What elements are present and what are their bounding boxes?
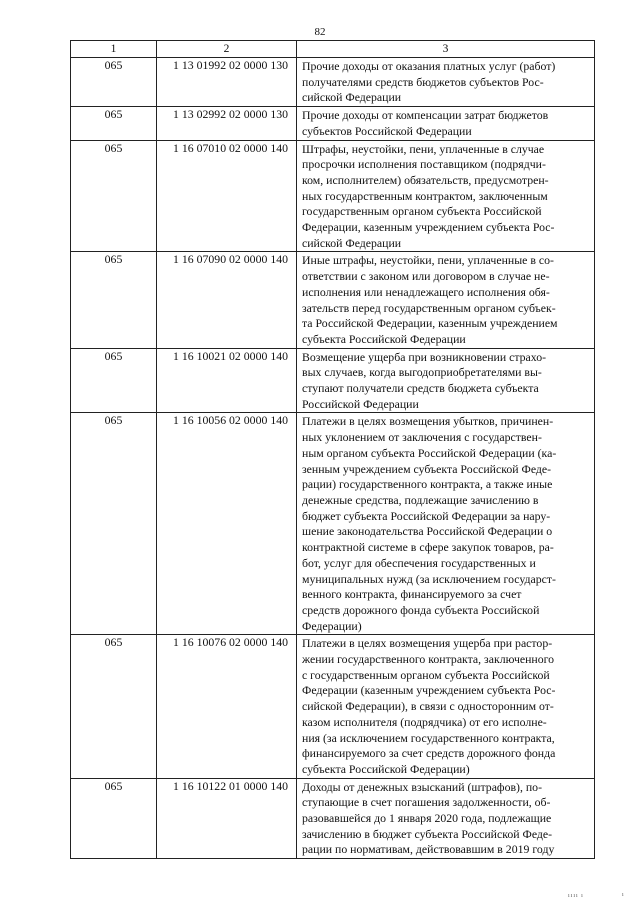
admin-code-cell: 065 [71, 778, 157, 859]
description-line: исполнения или ненадлежащего исполнения обя- [302, 284, 550, 299]
budget-code-cell: 1 16 10021 02 0000 140 [157, 348, 297, 413]
description-line: государственным органом субъекта Российской [302, 204, 542, 219]
description-cell [297, 635, 595, 778]
description-line: рации по нормативам, действовавшим в 2019 году [302, 842, 555, 857]
description-line: Федерации (казенным учреждением субъекта Рос- [302, 683, 556, 698]
admin-code-cell: 065 [71, 58, 157, 107]
description-cell [297, 778, 595, 859]
description-line: субъекта Российской Федерации) [302, 761, 470, 776]
description-line: получателями средств бюджетов субъектов Рос- [302, 74, 544, 89]
description-cell [297, 140, 595, 252]
column-header-1: 1 [71, 41, 157, 58]
description-line: Федерации, казенным учреждением субъекта Рос- [302, 220, 555, 235]
admin-code-cell: 065 [71, 252, 157, 348]
description-line: ным органом субъекта Российской Федерации (ка- [302, 445, 557, 460]
scan-corner-dot: ı [622, 892, 624, 898]
budget-code-cell: 1 16 07010 02 0000 140 [157, 140, 297, 252]
description-line: бюджет субъекта Российской Федерации за нару- [302, 508, 551, 523]
description-line: вых случаев, когда выгодоприобретателями вы- [302, 365, 542, 380]
description-line: зачислению в бюджет субъекта Российской Феде- [302, 826, 553, 841]
table-row [71, 348, 595, 413]
description-line: Платежи в целях возмещения убытков, причинен- [302, 414, 554, 429]
table-row [71, 778, 595, 859]
description-cell [297, 58, 595, 107]
table-row [71, 58, 595, 107]
description-line: контрактной системе в сфере закупок товаров, ра- [302, 540, 554, 555]
description-cell [297, 252, 595, 348]
description-line: Иные штрафы, неустойки, пени, уплаченные в со- [302, 253, 554, 268]
description-line: жении государственного контракта, заключенного [302, 652, 555, 667]
description-line: ступающие в счет погашения задолженности, об- [302, 795, 551, 810]
description-line: зенным учреждением субъекта Российской Феде- [302, 461, 552, 476]
description-cell [297, 107, 595, 140]
description-line: казом исполнителя (подрядчика) от его исполне- [302, 714, 547, 729]
description-line: Штрафы, неустойки, пени, уплаченные в случае [302, 141, 545, 156]
description-line: венного контракта, финансируемого за счет [302, 587, 522, 602]
budget-code-cell: 1 16 10076 02 0000 140 [157, 635, 297, 778]
budget-revenue-table [70, 40, 595, 859]
table-row [71, 635, 595, 778]
admin-code-cell: 065 [71, 348, 157, 413]
description-line: ния (за исключением государственного контракта, [302, 730, 555, 745]
description-cell [297, 413, 595, 635]
description-line: просрочки исполнения поставщиком (подрядчи- [302, 157, 546, 172]
budget-code-cell: 1 16 10056 02 0000 140 [157, 413, 297, 635]
description-line: Федерации) [302, 618, 362, 633]
description-line: Возмещение ущерба при возникновении страхо- [302, 349, 547, 364]
description-line: ных государственным контрактом, заключенным [302, 188, 548, 203]
description-line: средств дорожного фонда субъекта Российской [302, 602, 540, 617]
admin-code-cell: 065 [71, 107, 157, 140]
page-number: 82 [314, 26, 326, 38]
description-line: зательств перед государственным органом субъек- [302, 300, 556, 315]
description-line: сийской Федерации [302, 90, 402, 105]
description-line: рации) государственного контракта, а также иные [302, 477, 553, 492]
table-row [71, 107, 595, 140]
table-header-row [71, 41, 595, 58]
budget-code-cell: 1 13 01992 02 0000 130 [157, 58, 297, 107]
description-line: Прочие доходы от оказания платных услуг (работ) [302, 59, 556, 73]
scan-corner-mark: ıııı ı [568, 893, 584, 899]
description-line: Доходы от денежных взысканий (штрафов), по- [302, 779, 543, 794]
description-line: Прочие доходы от компенсации затрат бюджетов [302, 108, 549, 123]
table-row [71, 413, 595, 635]
admin-code-cell: 065 [71, 140, 157, 252]
description-line: с государственным органом субъекта Российской [302, 667, 550, 682]
budget-code-cell: 1 13 02992 02 0000 130 [157, 107, 297, 140]
description-line: Платежи в целях возмещения ущерба при растор- [302, 636, 553, 651]
description-line: субъекта Российской Федерации [302, 331, 466, 346]
description-cell [297, 348, 595, 413]
budget-code-cell: 1 16 07090 02 0000 140 [157, 252, 297, 348]
column-header-3: 3 [297, 41, 595, 58]
description-line: муниципальных нужд (за исключением государст- [302, 571, 556, 586]
description-line: бот, услуг для обеспечения государственных и [302, 555, 536, 570]
description-line: ных уклонением от заключения с государствен- [302, 430, 542, 445]
description-line: шение законодательства Российской Федерации о [302, 524, 553, 539]
description-line: ответствии с законом или договором в случае не- [302, 269, 550, 284]
description-line: сийской Федерации), в связи с односторонним от- [302, 699, 554, 714]
admin-code-cell: 065 [71, 413, 157, 635]
description-line: разовавшейся до 1 января 2020 года, подлежащие [302, 811, 552, 826]
description-line: Российской Федерации [302, 396, 419, 411]
table-row [71, 252, 595, 348]
description-line: та Российской Федерации, казенным учреждением [302, 316, 558, 331]
table-body [71, 41, 595, 859]
description-line: денежные средства, подлежащие зачислению в [302, 492, 539, 507]
description-line: финансируемого за счет средств дорожного фонда [302, 746, 556, 761]
table-row [71, 140, 595, 252]
column-header-2: 2 [157, 41, 297, 58]
description-line: ступают получатели средств бюджета субъекта [302, 381, 539, 396]
budget-code-cell: 1 16 10122 01 0000 140 [157, 778, 297, 859]
description-line: сийской Федерации [302, 235, 402, 250]
description-line: субъектов Российской Федерации [302, 123, 472, 138]
description-line: ком, исполнителем) обязательств, предусмотрен- [302, 172, 549, 187]
admin-code-cell: 065 [71, 635, 157, 778]
